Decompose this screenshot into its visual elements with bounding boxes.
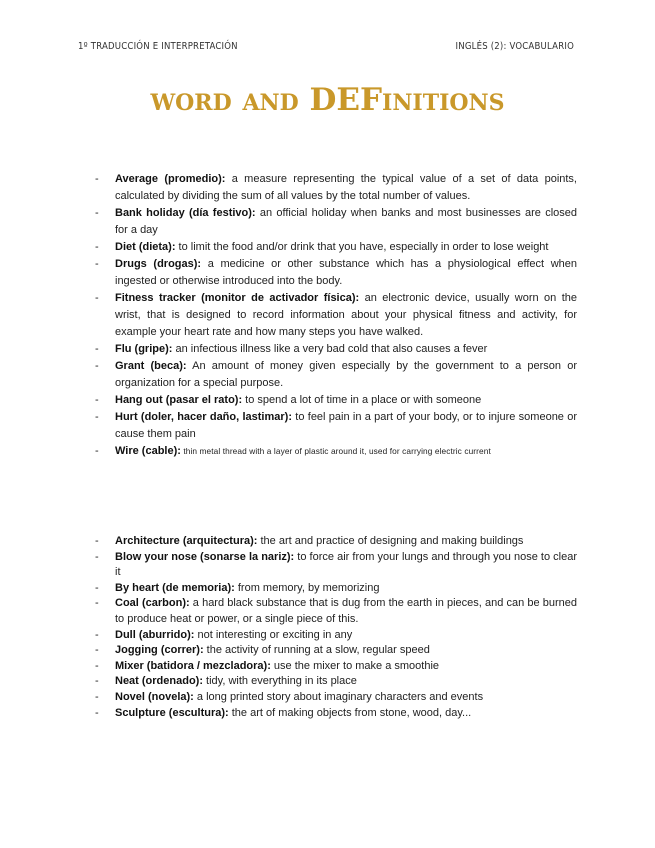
list-item xyxy=(95,256,577,290)
term: Flu (gripe): xyxy=(115,343,173,355)
term: Drugs (drogas): xyxy=(115,258,202,270)
list-item xyxy=(95,205,577,239)
list-item xyxy=(95,290,577,341)
list-item xyxy=(95,392,577,409)
definition: the art of making objects from stone, wood, day... xyxy=(228,706,472,719)
list-item xyxy=(95,550,577,581)
term: Blow your nose (sonarse la nariz): xyxy=(115,550,295,563)
list-item xyxy=(95,409,577,443)
list-item xyxy=(95,674,577,690)
term: Diet (dieta): xyxy=(115,241,176,253)
page-title: word and DEFinitions xyxy=(150,82,505,118)
list-item xyxy=(95,596,577,627)
definition: An amount of money given especially by the government to a person or organization for a special purpose. xyxy=(115,360,577,389)
term: Novel (novela): xyxy=(115,690,194,703)
term: Architecture (arquitectura): xyxy=(115,535,258,547)
list-item xyxy=(95,690,577,706)
term: Fitness tracker (monitor de activador física): xyxy=(115,292,360,304)
term: Hurt (doler, hacer daño, lastimar): xyxy=(115,411,292,423)
definition: an official holiday when banks and most businesses are closed for a day xyxy=(115,207,577,236)
definition: to force air from your lungs and through you nose to clear it xyxy=(115,550,577,579)
list-item xyxy=(95,628,577,644)
term-separator: : xyxy=(221,173,226,185)
term: Coal (carbon): xyxy=(115,597,190,610)
definition: a hard black substance that is dug from the earth in pieces, and can be burned to produce heat or power, or a single piece of this. xyxy=(115,597,577,625)
term: Wire (cable): xyxy=(115,445,181,457)
definition: thin metal thread with a layer of plastic around it, used for carrying electric current xyxy=(180,446,491,456)
definition: a measure representing the typical value of a set of data points, calculated by dividing the sum of all values by the total number of values. xyxy=(115,173,577,202)
term: Mixer (batidora / mezcladora): xyxy=(115,659,271,672)
vocabulary-list-1 xyxy=(95,171,577,460)
definition: an electronic device, usually worn on the wrist, that is designed to record information about your physical fitness and activity, for example your heart rate and how many steps you have walked. xyxy=(115,292,577,338)
definition: the art and practice of designing and making buildings xyxy=(257,535,524,547)
list-item xyxy=(95,443,577,460)
definition: not interesting or exciting in any xyxy=(194,628,353,641)
list-item xyxy=(95,581,577,597)
term: Sculpture (escultura): xyxy=(115,706,229,719)
list-item xyxy=(95,358,577,392)
definition: the activity of running at a slow, regular speed xyxy=(203,644,430,657)
list-item xyxy=(95,239,577,256)
header-course: 1º TRADUCCIÓN E INTERPRETACIÓN xyxy=(78,41,238,52)
list-item xyxy=(95,643,577,659)
definition: a long printed story about imaginary characters and events xyxy=(193,690,484,703)
term: Dull (aburrido): xyxy=(115,628,195,641)
definition: use the mixer to make a smoothie xyxy=(270,659,440,672)
list-item xyxy=(95,534,577,550)
definition: to feel pain in a part of your body, or to injure someone or cause them pain xyxy=(115,411,577,440)
list-item xyxy=(95,341,577,358)
definition: tidy, with everything in its place xyxy=(203,675,357,688)
definition: an infectious illness like a very bad cold that also causes a fever xyxy=(172,343,488,355)
vocabulary-list-2 xyxy=(95,534,577,721)
term: Average (promedio) xyxy=(115,173,222,185)
term: By heart (de memoria): xyxy=(115,581,235,594)
definition: to limit the food and/or drink that you have, especially in order to lose weight xyxy=(175,241,549,253)
term: Grant (beca): xyxy=(115,360,187,372)
list-item xyxy=(95,659,577,675)
term: Jogging (correr): xyxy=(115,644,204,657)
definition: from memory, by memorizing xyxy=(234,581,380,594)
term: Neat (ordenado): xyxy=(115,675,203,688)
definition: to spend a lot of time in a place or with someone xyxy=(242,394,482,406)
list-item xyxy=(95,171,577,205)
term: Bank holiday (día festivo): xyxy=(115,207,256,219)
term: Hang out (pasar el rato): xyxy=(115,394,243,406)
definition: a medicine or other substance which has a physiological effect when ingested or otherwise introduced into the body. xyxy=(115,258,578,287)
list-item xyxy=(95,706,577,722)
header-subject: INGLÉS (2): VOCABULARIO xyxy=(455,41,574,52)
